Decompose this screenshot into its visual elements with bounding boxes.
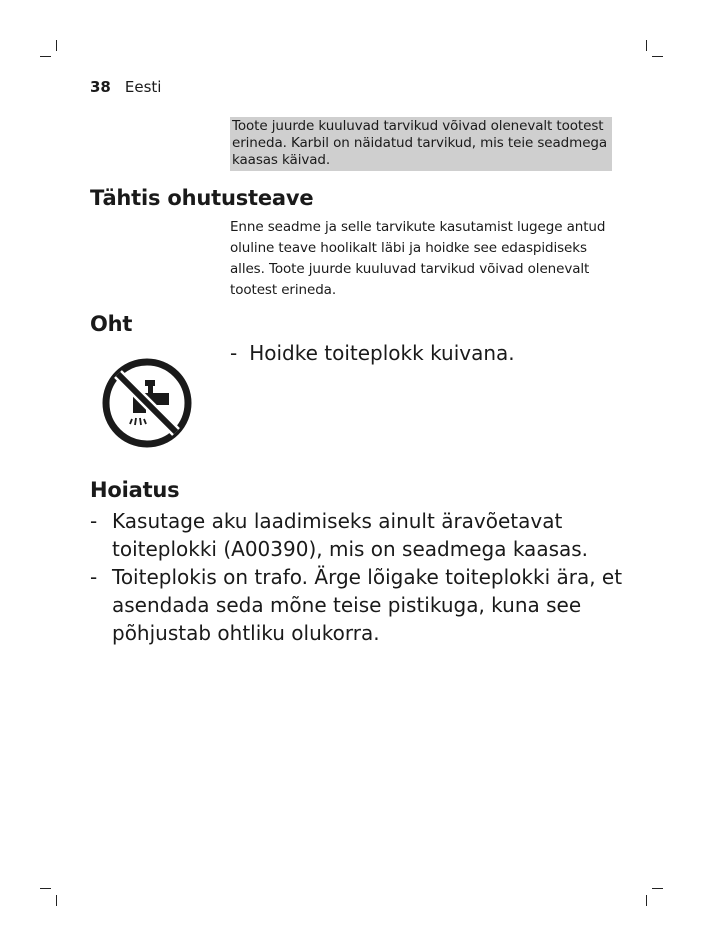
page-header [90, 78, 161, 96]
list-item [90, 563, 630, 647]
accessories-notice: Toote juurde kuuluvad tarvikud võivad olenevalt tootest erineda. Karbil on näidatud tarvikud, mis teie seadmega kaasas käivad. [230, 117, 612, 171]
list-item [90, 507, 630, 563]
danger-heading: Oht [90, 312, 133, 336]
crop-mark [646, 40, 647, 51]
crop-mark [652, 888, 663, 889]
warning-item-text: Toiteplokis on trafo. Ärge lõigake toiteplokki ära, et asendada seda mõne teise pistikuga, kuna see põhjustab ohtliku olukorra. [112, 565, 623, 645]
bullet-dash: - [230, 341, 238, 365]
warning-item-text: Kasutage aku laadimiseks ainult äravõetavat toiteplokki (A00390), mis on seadmega kaasas. [112, 509, 589, 561]
safety-heading: Tähtis ohutusteave [90, 186, 314, 210]
bullet-dash: - [90, 509, 98, 533]
language-label: Eesti [124, 78, 162, 96]
crop-mark [56, 895, 57, 906]
crop-mark [40, 888, 51, 889]
crop-mark [40, 56, 51, 57]
warning-heading: Hoiatus [90, 478, 180, 502]
crop-mark [56, 40, 57, 51]
danger-item [230, 341, 515, 365]
warning-list [90, 507, 630, 647]
crop-mark [652, 56, 663, 57]
danger-item-text: Hoidke toiteplokk kuivana. [249, 341, 515, 365]
crop-mark [646, 895, 647, 906]
no-water-tap-icon [101, 357, 193, 449]
bullet-dash: - [90, 565, 98, 589]
safety-text: Enne seadme ja selle tarvikute kasutamist lugege antud oluline teave hoolikalt läbi ja hoidke see edaspidiseks alles. Toote juurde kuuluvad tarvikud võivad olenevalt tootest erineda. [230, 219, 606, 298]
page-number: 38 [90, 78, 111, 96]
